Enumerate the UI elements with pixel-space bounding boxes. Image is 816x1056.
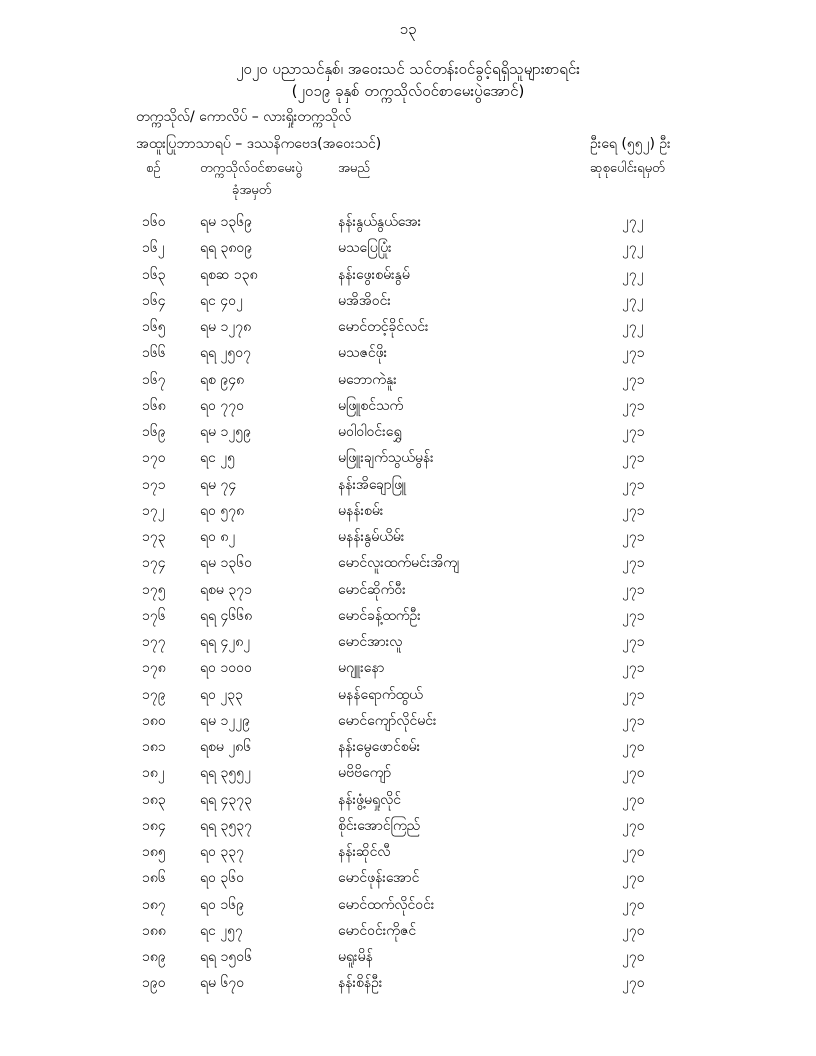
header-reg: တက္ကသိုလ်ဝင်စာမေးပွဲ (200, 161, 303, 176)
table-row (0, 315, 816, 341)
row-reg-number: ရဝ ၇၇၀ (200, 397, 244, 414)
row-reg-number: ရင ၂၅ (200, 450, 236, 467)
table-row (0, 866, 816, 892)
row-score: ၂၇၁ (622, 345, 645, 362)
row-number: ၁၇၇ (142, 634, 166, 650)
row-name: နန်းမွေဖောင်စမ်း (338, 739, 421, 755)
row-number: ၁၈၆ (142, 870, 166, 887)
row-reg-number: ရမ ၇၄ (200, 476, 237, 493)
row-number: ၁၈၂ (142, 765, 165, 782)
row-score: ၂၇၀ (622, 765, 645, 782)
row-reg-number: ရဝ ၁၀၀၀ (200, 660, 252, 677)
row-reg-number: ရဝ ၅၇၈ (200, 502, 245, 519)
row-score: ၂၇၀ (622, 896, 645, 913)
row-name: မနန်ရောက်ထွယ် (338, 686, 423, 703)
row-name: နန်းဆိုင်လီ (338, 844, 391, 860)
row-reg-number: ရမ ၁၃၆၉ (200, 214, 252, 230)
row-number: ၁၇၈ (142, 660, 166, 677)
table-row (0, 761, 816, 787)
table-row (0, 551, 816, 577)
row-score: ၂၇၀ (622, 817, 645, 834)
row-reg-number: ရရ ၁၅၀၆ (200, 949, 253, 965)
row-score: ၂၇၂ (622, 240, 644, 257)
row-reg-number: ရစမ ၃၇၁ (200, 581, 252, 598)
row-name: မောင်ဝင်းကိုဇင် (338, 922, 417, 939)
table-row (0, 499, 816, 525)
header-name: အမည် (338, 161, 370, 176)
row-number: ၁၇၃ (142, 529, 166, 545)
row-name: မောင်ထက်လိုင်ဝင်း (338, 896, 435, 913)
row-name: နန်းစိန်ဦး (338, 975, 383, 992)
row-number: ၁၈၈ (142, 922, 166, 939)
row-number: ၁၆၆ (142, 345, 166, 362)
row-reg-number: ရရ ၂၅၀၇ (200, 345, 252, 362)
row-number: ၁၈၇ (142, 896, 166, 913)
row-name: မဗိဗိကျော် (338, 765, 392, 782)
header-reg-line2: ခုံအမှတ် (232, 183, 272, 198)
row-name: မဖြူစင်သက် (338, 397, 404, 414)
row-score: ၂၇၀ (622, 739, 645, 755)
row-score: ၂၇၁ (622, 371, 645, 388)
row-reg-number: ရရ ၃၈၀၉ (200, 240, 253, 257)
row-number: ၁၉၀ (142, 975, 166, 992)
table-row (0, 289, 816, 315)
row-reg-number: ရစမ ၂၈၆ (200, 739, 252, 755)
table-row (0, 945, 816, 971)
table-row (0, 473, 816, 499)
row-number: ၁၈၁ (142, 739, 166, 755)
table-row (0, 788, 816, 814)
table-row (0, 656, 816, 682)
row-score: ၂၇၁ (622, 397, 645, 414)
document-title: ၂၀၂၀ ပညာသင်နှစ်၊ အဝေးသင် သင်တန်းဝင်ခွင့်ရရှိသူများစာရင်း (236, 60, 580, 78)
row-score: ၂၇၁ (622, 476, 645, 493)
row-score: ၂၇၀ (622, 949, 645, 965)
row-reg-number: ရမ ၆၇၀ (200, 975, 245, 992)
row-score: ၂၇၁ (622, 660, 645, 677)
row-score: ၂၇၁ (622, 634, 645, 650)
row-name: မနန်းစမ်း (338, 502, 384, 519)
row-score: ၂၇၂ (622, 266, 644, 283)
row-reg-number: ရစ ၉၄၈ (200, 371, 245, 388)
document-subtitle: (၂၀၁၉ ခုနှစ် တက္ကသိုလ်ဝင်စာမေးပွဲအောင်) (291, 82, 525, 100)
row-number: ၁၆၄ (142, 292, 166, 309)
header-no: စဉ် (146, 161, 161, 176)
row-number: ၁၆၀ (142, 214, 166, 230)
table-row (0, 236, 816, 262)
row-score: ၂၇၂ (622, 214, 644, 230)
table-row (0, 578, 816, 604)
row-score: ၂၇၁ (622, 686, 645, 703)
row-name: မောင်လူးထက်မင်းအိကျ (338, 555, 460, 572)
row-reg-number: ရရ ၃၅၃၇ (200, 817, 253, 834)
row-name: မောင်တင့်ခိုင်လင်း (338, 319, 429, 335)
row-reg-number: ရဝ ၃၃၇ (200, 844, 244, 860)
row-score: ၂၇၁ (622, 607, 645, 624)
row-score: ၂၇၀ (622, 844, 645, 860)
total-count: ဦးရေ (၅၅၂) ဦး (590, 136, 671, 152)
row-number: ၁၈၃ (142, 791, 166, 808)
row-reg-number: ရဝ ၂၃၃ (200, 686, 243, 703)
row-name: မောင်ဖုန်းအောင် (338, 870, 420, 887)
row-name: မောင်ဆိုက်ဝီး (338, 581, 406, 598)
row-name: မသဇင်ဖိုး (338, 345, 388, 362)
row-score: ၂၇၀ (622, 870, 645, 887)
row-name: မသပြေပြုံး (338, 240, 392, 257)
row-name: နန်းအိချောဖြူ (338, 476, 407, 493)
row-name: မဘောကဲနူး (338, 371, 397, 388)
row-number: ၁၆၉ (142, 424, 166, 440)
table-row (0, 368, 816, 394)
major-line: အထူးပြုဘာသာရပ် – ဒဿနိကဗေဒ(အဝေးသင်) (136, 136, 382, 152)
row-reg-number: ရရ ၃၅၅၂ (200, 765, 252, 782)
row-score: ၂၇၁ (622, 450, 645, 467)
table-header (0, 160, 816, 200)
row-reg-number: ရရ ၄၆၆၈ (200, 607, 253, 624)
table-body (0, 210, 816, 998)
table-row (0, 525, 816, 551)
header-score: ဆုစုပေါင်းရမှတ် (590, 161, 665, 176)
row-score: ၂၇၁ (622, 712, 645, 729)
table-row (0, 919, 816, 945)
row-number: ၁၇၉ (142, 686, 166, 703)
row-name: နန်းဖွေးစမ်းနွမ် (338, 266, 410, 283)
row-name: မနန်းနွမ်ယိမ်း (338, 529, 405, 545)
row-reg-number: ရင ၄၀၂ (200, 292, 243, 309)
row-name: မောင်ကျော်လိုင်မင်း (338, 712, 437, 729)
row-reg-number: ရဝ ၈၂ (200, 529, 236, 545)
row-name: စိုင်းအောင်ကြည် (338, 817, 421, 834)
row-number: ၁၈၉ (142, 949, 166, 965)
table-row (0, 263, 816, 289)
table-row (0, 893, 816, 919)
table-row (0, 840, 816, 866)
row-number: ၁၇၁ (142, 476, 166, 493)
row-score: ၂၇၀ (622, 791, 645, 808)
row-score: ၂၇၁ (622, 555, 645, 572)
row-number: ၁၆၇ (142, 371, 166, 388)
table-row (0, 971, 816, 997)
row-name: မဝါဝါဝင်းရွှေ (338, 424, 402, 440)
university-line: တက္ကသိုလ်/ ကောလိပ် – လားရှိုးတက္ကသိုလ် (136, 109, 352, 125)
row-number: ၁၆၅ (142, 319, 166, 335)
row-number: ၁၈၅ (142, 844, 166, 860)
table-row (0, 420, 816, 446)
row-number: ၁၇၅ (142, 581, 166, 598)
table-row (0, 630, 816, 656)
row-reg-number: ရမ ၁၃၆၀ (200, 555, 252, 572)
row-number: ၁၆၂ (142, 240, 165, 257)
row-name: မဖြူးချက်သွယ်မွန်း (338, 450, 434, 467)
row-name: နန်းဖွံ့မရှုလိုင် (338, 791, 401, 808)
row-score: ၂၇၀ (622, 922, 645, 939)
table-row (0, 683, 816, 709)
row-number: ၁၆၃ (142, 266, 166, 283)
table-row (0, 394, 816, 420)
table-row (0, 210, 816, 236)
table-row (0, 446, 816, 472)
row-score: ၂၇၂ (622, 319, 644, 335)
row-reg-number: ရမ ၁၂၅၉ (200, 424, 251, 440)
row-score: ၂၇၀ (622, 975, 645, 992)
row-reg-number: ရဝ ၁၆၉ (200, 896, 244, 913)
row-name: မောင်ခန့်ထက်ဦး (338, 607, 421, 624)
row-number: ၁၆၈ (142, 397, 166, 414)
row-number: ၁၈၀ (142, 712, 166, 729)
row-name: မအိအိဝင်း (338, 292, 391, 309)
row-reg-number: ရရ ၄၃၇၃ (200, 791, 253, 808)
table-row (0, 735, 816, 761)
row-number: ၁၈၄ (142, 817, 166, 834)
row-number: ၁၇၄ (142, 555, 166, 572)
row-score: ၂၇၁ (622, 581, 645, 598)
table-row (0, 604, 816, 630)
row-number: ၁၇၂ (142, 502, 165, 519)
table-row (0, 709, 816, 735)
row-reg-number: ရရ ၄၂၈၂ (200, 634, 251, 650)
row-name: နန်းနွယ်နွယ်အေး (338, 214, 422, 230)
row-name: မရူးမိန် (338, 949, 373, 965)
row-reg-number: ရဝ ၃၆၀ (200, 870, 244, 887)
row-reg-number: ရမ ၁၂၂၉ (200, 712, 250, 729)
row-score: ၂၇၂ (622, 292, 644, 309)
row-number: ၁၇၀ (142, 450, 166, 467)
table-row (0, 814, 816, 840)
row-reg-number: ရင ၂၅၇ (200, 922, 243, 939)
row-score: ၂၇၁ (622, 424, 645, 440)
row-reg-number: ရမ ၁၂၇၈ (200, 319, 252, 335)
row-name: မဂျူးနော (338, 660, 385, 677)
row-score: ၂၇၁ (622, 502, 645, 519)
page-number: ၁၃ (399, 20, 417, 38)
row-score: ၂၇၁ (622, 529, 645, 545)
row-number: ၁၇၆ (142, 607, 166, 624)
row-reg-number: ရစဆ ၁၃၈ (200, 266, 258, 283)
row-name: မောင်အားလူ (338, 634, 403, 650)
table-row (0, 341, 816, 367)
